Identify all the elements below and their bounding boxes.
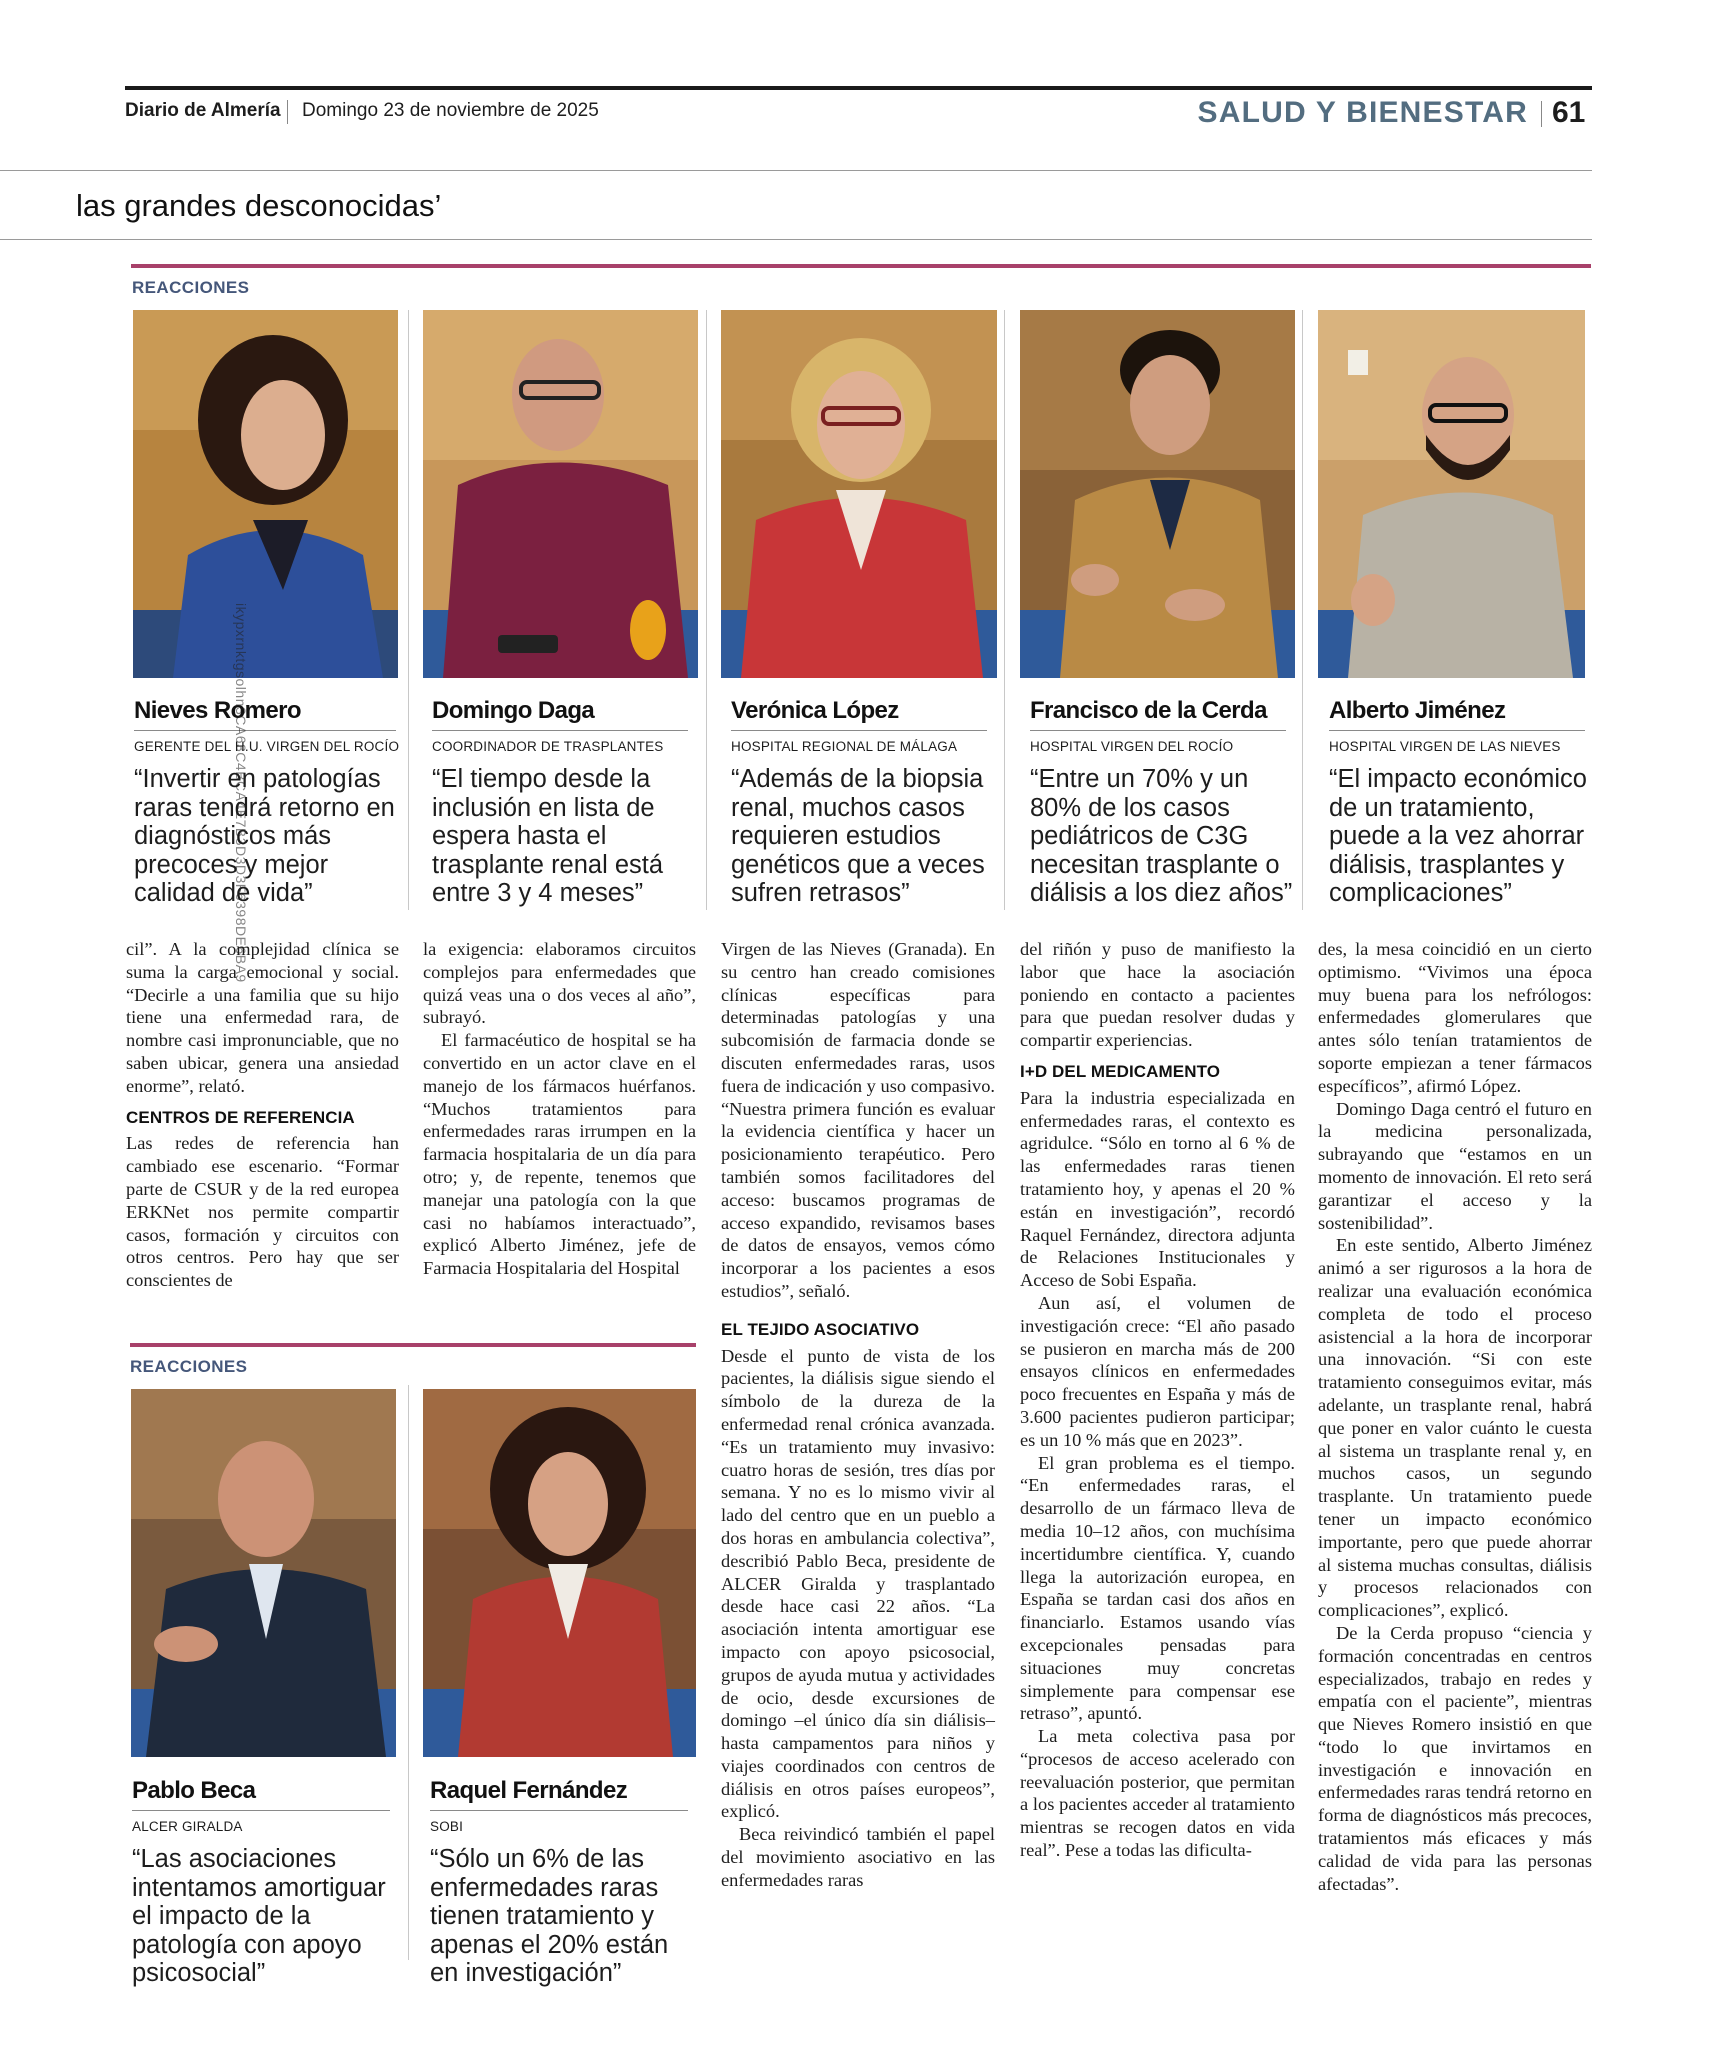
- header-divider: [287, 100, 288, 124]
- photo-veronica-lopez: [721, 310, 997, 678]
- column-divider: [1004, 310, 1005, 910]
- paragraph: des, la mesa coincidió en un cierto optimismo. “Vivimos una época muy buena para los nefrólogos: enfermedades glomerulares que antes sólo tenían tratamientos de soporte empiezan a tener fármacos específicos”, afirmó López.: [1318, 939, 1592, 1096]
- paragraph: cil”. A la complejidad clínica se suma la carga emocional y social. “Decirle a una familia que su hijo tiene una enfermedad rara, de nombre casi impronunciable, que no saben ubicar, genera una ansiedad enorme”, relató.: [126, 939, 399, 1096]
- article-column-1: [126, 938, 399, 1292]
- photo-francisco-de-la-cerda: [1020, 310, 1295, 678]
- subheading: EL TEJIDO ASOCIATIVO: [721, 1319, 920, 1339]
- person-role: ALCER GIRALDA: [132, 1819, 243, 1834]
- pull-quote: “El tiempo desde la inclusión en lista de espera hasta el trasplante renal está entre 3 y 4 meses”: [432, 765, 664, 907]
- name-rule: [731, 730, 987, 731]
- masthead-rule: [125, 86, 1592, 90]
- person-name: Raquel Fernández: [430, 1777, 628, 1804]
- pull-quote: “Sólo un 6% de las enfermedades raras tienen tratamiento y apenas el 20% están en investigación”: [430, 1845, 669, 1987]
- paragraph: del riñón y puso de manifiesto la labor que hace la asociación poniendo en contacto a pacientes para que puedan resolver dudas y compartir experiencias.: [1020, 939, 1295, 1051]
- pull-quote: “Entre un 70% y un 80% de los casos pediátricos de C3G necesitan trasplante o diálisis a los diez años”: [1030, 765, 1293, 907]
- paragraph: El gran problema es el tiempo. “En enfermedades raras, el desarrollo de un fármaco lleva de media 10–12 años, con muchísima incertidumbre científica. Y, cuando llega la autorización europea, en España se tardan casi dos años en financiarlo. Estamos usando vías excepcionales pensadas para situaciones muy concretas simplemente para compensar ese retraso”, apuntó.: [1020, 1452, 1295, 1724]
- name-rule: [134, 730, 396, 731]
- paragraph: En este sentido, Alberto Jiménez animó a ser rigurosos a la hora de realizar una evaluación económica completa de todo el proceso asistencial a la hora de incorporar una innovación. “Si con este tratamiento conseguimos evitar, más adelante, un trasplante renal, habrá que poner en valor cuánto le cuesta al sistema un trasplante renal y, en muchos casos, un segundo trasplante. Un tratamiento puede tener un impacto económico importante, pero que puede ahorrar al sistema muchas consultas, diálisis y procesos relacionados con complicaciones”, explicó.: [1318, 1235, 1592, 1621]
- photo-raquel-fernandez: [423, 1389, 696, 1757]
- person-name: Pablo Beca: [132, 1777, 256, 1804]
- person-name: Nieves Romero: [134, 697, 301, 724]
- paragraph: De la Cerda propuso “ciencia y formación concentradas en centros especializados, trabajo en redes y empatía con el paciente”, mientras que Nieves Romero insistió en que “todo lo que invirtamos en investigación e innovación en enfermedades raras tendrá retorno en forma de diagnósticos más precoces, tratamientos más eficaces y más calidad de vida para las personas afectadas”.: [1318, 1622, 1592, 1894]
- paragraph: Virgen de las Nieves (Granada). En su centro han creado comisiones clínicas específicas para determinadas patologías y una subcomisión de farmacia donde se discuten enfermedades raras, usos fuera de indicación y uso compasivo. “Nuestra primera función es evaluar la evidencia científica y hacer un posicionamiento terapéutico. Pero también somos facilitadores del acceso: buscamos programas de acceso expandido, revisamos bases de datos de ensayos, vemos cómo incorporar a los pacientes a esos estudios”, señaló.: [721, 939, 995, 1301]
- person-name: Domingo Daga: [432, 697, 595, 724]
- pull-quote: “Invertir en patologías raras tendrá retorno en diagnósticos más precoces y mejor calidad de vida”: [134, 765, 395, 907]
- paragraph: Aun así, el volumen de investigación crece: “El año pasado se pusieron en marcha más de 200 ensayos clínicos en enfermedades poco frecuentes en España y más de 3.600 pacientes pudieron participar; es un 10 % más que en 2023”.: [1020, 1292, 1295, 1450]
- article-column-4: [1020, 938, 1295, 1862]
- photo-nieves-romero: [133, 310, 398, 678]
- paragraph: Domingo Daga centró el futuro en la medicina personalizada, subrayando que “estamos en un momento de innovación. El reto será garantizar el acceso y la sostenibilidad”.: [1318, 1098, 1592, 1233]
- paragraph: la exigencia: elaboramos circuitos complejos para enfermedades que quizá veas una o dos veces al año”, subrayó.: [423, 939, 696, 1028]
- person-role: COORDINADOR DE TRASPLANTES: [432, 739, 664, 754]
- page-number-divider: [1541, 101, 1542, 127]
- article-column-5: [1318, 938, 1592, 1895]
- name-rule: [132, 1810, 390, 1811]
- subheading: CENTROS DE REFERENCIA: [126, 1107, 355, 1127]
- person-role: HOSPITAL VIRGEN DEL ROCÍO: [1030, 739, 1234, 754]
- photo-domingo-daga: [423, 310, 698, 678]
- person-name: Francisco de la Cerda: [1030, 697, 1267, 724]
- person-name: Alberto Jiménez: [1329, 697, 1506, 724]
- headline: las grandes desconocidas’: [76, 188, 442, 223]
- reactions-label: REACCIONES: [130, 1357, 248, 1376]
- name-rule: [1030, 730, 1286, 731]
- photo-alberto-jimenez: [1318, 310, 1585, 678]
- paragraph: Para la industria especializada en enfermedades raras, el contexto es agridulce. “Sólo en torno al 6 % de las enfermedades raras tienen tratamiento hoy, y apenas el 20 % están en investigación”, recordó Raquel Fernández, directora adjunta de Relaciones Institucionales y Acceso de Sobi España.: [1020, 1087, 1295, 1291]
- issue-date: Domingo 23 de noviembre de 2025: [302, 100, 599, 121]
- article-column-3: [721, 938, 995, 1892]
- paragraph: Beca reivindicó también el papel del movimiento asociativo en las enfermedades raras: [721, 1824, 995, 1890]
- headline-rule-bottom: [0, 239, 1592, 240]
- paper-name: Diario de Almería: [125, 100, 281, 121]
- reactions-rule: [130, 1343, 696, 1347]
- paragraph: Las redes de referencia han cambiado ese escenario. “Formar parte de CSUR y de la red europea ERKNet nos permite compartir casos, formación y circuitos con otros centros. Pero hay que ser conscientes de: [126, 1133, 399, 1291]
- name-rule: [430, 1810, 688, 1811]
- paragraph: El farmacéutico de hospital se ha convertido en un actor clave en el manejo de los fármacos huérfanos. “Muchos tratamientos para enfermedades raras irrumpen en la farmacia hospitalaria de un día para otro; y, de repente, tenemos que manejar una patología con la que casi no habíamos interactuado”, explicó Alberto Jiménez, jefe de Farmacia Hospitalaria del Hospital: [423, 1030, 696, 1279]
- pull-quote: “El impacto económico de un tratamiento, puede a la vez ahorrar diálisis, trasplantes y complicaciones”: [1329, 765, 1587, 907]
- pull-quote: “Además de la biopsia renal, muchos casos requieren estudios genéticos que a veces sufren retrasos”: [731, 765, 985, 907]
- paragraph: Desde el punto de vista de los pacientes, la diálisis sigue siendo el símbolo de la dureza de la enfermedad renal crónica avanzada. “Es un tratamiento muy invasivo: cuatro horas de sesión, tres días por semana. Y no es lo mismo vivir al lado del centro que en un pueblo a dos horas en ambulancia colectiva”, describió Pablo Beca, presidente de ALCER Giralda y trasplantado desde hace casi 22 años. “La asociación intenta amortiguar ese impacto con apoyo psicosocial, grupos de ayuda mutua y actividades de ocio, desde excursiones de domingo –el único día sin diálisis– hasta campamentos para niños y viajes coordinados con centros de diálisis en otros países europeos”, explicó.: [721, 1345, 995, 1822]
- person-role: HOSPITAL REGIONAL DE MÁLAGA: [731, 739, 958, 754]
- scan-watermark: ikypxrnktgsolhn3CA63C4BCA4E7B3D3D3F6398DE6BA9: [233, 603, 249, 983]
- name-rule: [1329, 730, 1585, 731]
- pull-quote: “Las asociaciones intentamos amortiguar el impacto de la patología con apoyo psicosocial”: [132, 1845, 386, 1987]
- column-divider: [408, 1385, 409, 1960]
- reactions-rule: [131, 264, 1591, 268]
- person-role: GERENTE DEL H.U. VIRGEN DEL ROCÍO: [134, 739, 400, 754]
- photo-pablo-beca: [131, 1389, 396, 1757]
- name-rule: [432, 730, 688, 731]
- article-column-2: [423, 938, 696, 1280]
- column-divider: [408, 310, 409, 910]
- reactions-label: REACCIONES: [132, 278, 250, 297]
- section-title: SALUD Y BIENESTAR: [1197, 96, 1528, 129]
- headline-rule-top: [0, 170, 1592, 171]
- subheading: I+D DEL MEDICAMENTO: [1020, 1061, 1221, 1081]
- column-divider: [1302, 310, 1303, 910]
- paragraph: La meta colectiva pasa por “procesos de acceso acelerado con reevaluación posterior, que permitan a los pacientes acceder al tratamiento mientras se recogen datos en vida real”. Pese a todas las dificulta-: [1020, 1726, 1295, 1861]
- page-number: 61: [1552, 96, 1586, 129]
- person-name: Verónica López: [731, 697, 899, 724]
- person-role: SOBI: [430, 1819, 464, 1834]
- column-divider: [706, 310, 707, 910]
- person-role: HOSPITAL VIRGEN DE LAS NIEVES: [1329, 739, 1561, 754]
